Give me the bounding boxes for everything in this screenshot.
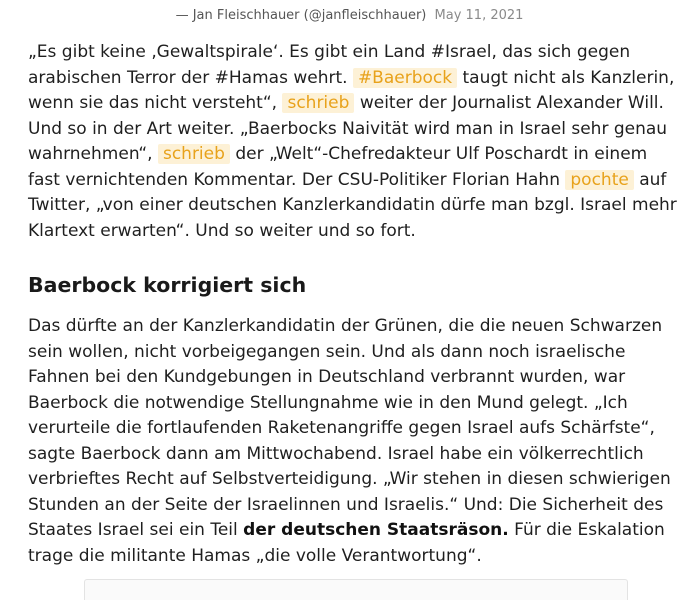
link-schrieb-poschardt[interactable]: schrieb <box>158 144 230 164</box>
embed-card-edge <box>84 579 628 600</box>
article-paragraph-1 <box>28 40 684 244</box>
bold-phrase: der deutschen Staatsräson. <box>243 520 509 540</box>
paragraph-text: taugt nicht als Kanzlerin, wenn sie das nicht versteht“, <box>28 67 675 113</box>
paragraph-text: Für die Eskalation trage die militante Hamas „die volle Verantwortung“. <box>28 520 665 566</box>
paragraph-text: auf Twitter, „von einer deutschen Kanzlerkandidatin dürfe man bzgl. Israel mehr Klartext erwarten“. Und so weiter und so fort. <box>28 169 677 241</box>
section-heading: Baerbock korrigiert sich <box>28 273 307 297</box>
tweet-date-link[interactable]: May 11, 2021 <box>434 8 524 23</box>
tweet-author: — Jan Fleischhauer (@janfleischhauer) <box>175 8 427 23</box>
paragraph-text: Das dürfte an der Kanzlerkandidatin der Grünen, die die neuen Schwarzen sein wollen, nicht vorbeigegangen sein. Und als dann noch israelische Fahnen bei den Kundgebungen in Deutschland verbrannt wurden, war Baerbock die notwendige Stellungnahme wie in den Mund gelegt. „Ich verurteile die fortlaufenden Raketenangriffe gegen Israel aufs Schärfste“, sagte Baerbock dann am Mittwochabend. Israel habe ein völkerrechtlich verbrieftes Recht auf Selbstverteidigung. „Wir stehen in diesen schwierigen Stunden an der Seite der Israelinnen und Israelis.“ Und: Die Sicherheit des Staates Israel sei ein Teil <box>28 316 671 540</box>
link-pochte-hahn[interactable]: pochte <box>565 170 633 190</box>
paragraph-text: „Es gibt keine ‚Gewaltspirale‘. Es gibt ein Land #Israel, das sich gegen arabischen Terror der #Hamas wehrt. <box>28 42 631 88</box>
link-baerbock-hashtag[interactable]: #Baerbock <box>353 68 457 88</box>
tweet-attribution <box>0 7 699 25</box>
article-paragraph-2 <box>28 314 684 569</box>
link-schrieb-will[interactable]: schrieb <box>282 93 354 113</box>
paragraph-text: weiter der Journalist Alexander Will. Und so in der Art weiter. „Baerbocks Naivität wird man in Israel sehr genau wahrnehmen“, <box>28 93 668 164</box>
paragraph-text: der „Welt“-Chefredakteur Ulf Poschardt in einem fast vernichtenden Kommentar. Der CSU-Politiker Florian Hahn <box>28 144 648 190</box>
